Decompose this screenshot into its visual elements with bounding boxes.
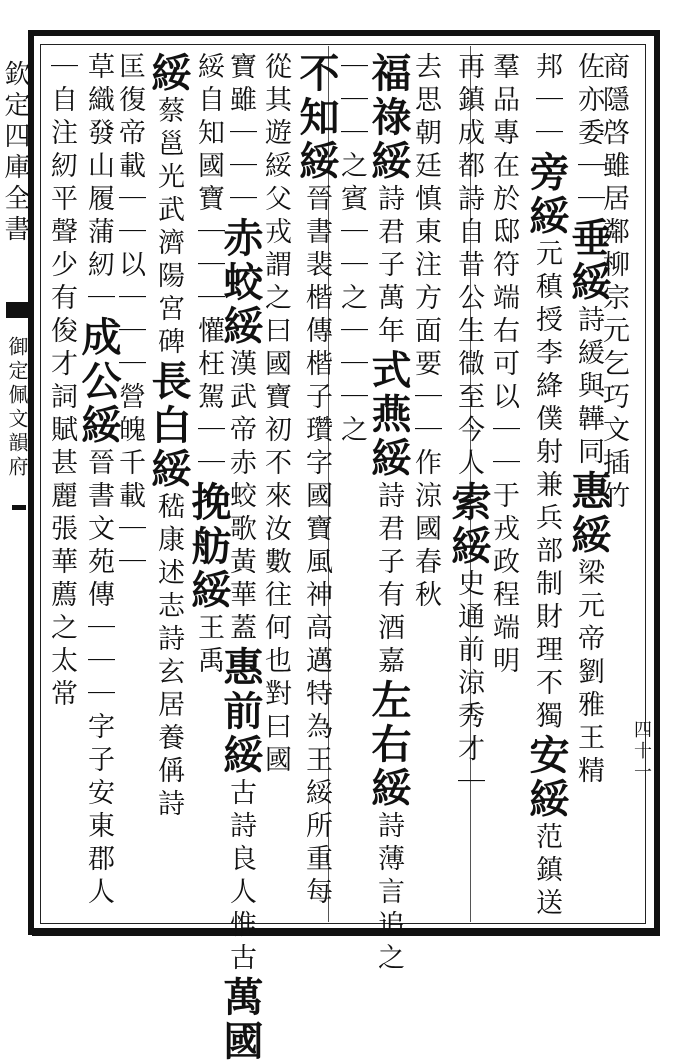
entry-text: ｜｜｜之 bbox=[336, 316, 367, 448]
entry-text: 晉書文苑傳｜｜｜字子安東郡人 bbox=[83, 448, 114, 910]
entry-text: 黃華蓋 bbox=[225, 547, 256, 646]
entry-text: 程端明 bbox=[488, 580, 519, 679]
entry-headword: 挽舫綏 bbox=[185, 481, 232, 613]
entry-text: 詩君子有酒嘉 bbox=[373, 481, 404, 679]
text-column-2 bbox=[565, 52, 612, 789]
entry-text: 漢武帝赤蛟歌 bbox=[225, 349, 256, 547]
entry-text: 元稹授李絳僕射兼兵部制財理不獨 bbox=[531, 239, 562, 734]
entry-headword: 福祿綏 bbox=[365, 52, 412, 184]
text-column-16 bbox=[48, 52, 75, 712]
text-column-5 bbox=[445, 52, 492, 800]
entry-text: 詩緩與韡同 bbox=[573, 305, 604, 470]
text-column-10 bbox=[262, 52, 289, 778]
entry-text: 史通前涼秀才｜ bbox=[453, 569, 484, 800]
book-subtitle: 御定佩文韻府 bbox=[5, 336, 29, 480]
entry-headword: 惠綏 bbox=[565, 470, 612, 558]
page-number: 四十一 bbox=[631, 720, 652, 783]
entry-text: 少有俊才詞賦甚麗張華薦之太常 bbox=[46, 250, 77, 712]
entry-text: 匡復帝載｜｜以｜｜｜ bbox=[114, 52, 145, 382]
entry-text: 賓｜｜之 bbox=[336, 184, 367, 316]
entry-text: 王禹 bbox=[193, 613, 224, 679]
entry-text: 懽枉駕｜｜ bbox=[193, 316, 224, 481]
entry-headword: 左右綏 bbox=[365, 679, 412, 811]
text-column-4 bbox=[490, 52, 517, 679]
entry-headword: 垂綏 bbox=[565, 217, 612, 305]
text-column-3 bbox=[523, 52, 570, 921]
entry-text: 詩君子萬年 bbox=[373, 184, 404, 349]
entry-text: 佐亦委｜｜ bbox=[573, 52, 604, 217]
entry-text: 去思朝廷慎東注方面要｜｜ bbox=[410, 52, 441, 448]
text-column-12 bbox=[185, 52, 232, 679]
entry-text: ｜自注紉平聲 bbox=[46, 52, 77, 250]
entry-text: 柳宗元乞巧文插竹 bbox=[598, 250, 629, 514]
text-column-8 bbox=[338, 52, 365, 448]
entry-text: 寶雖｜｜｜ bbox=[225, 52, 256, 217]
text-column-13 bbox=[145, 52, 192, 822]
entry-text: 晉書裴楷傳楷子瓚字國寶風神高邁特為王綏所重每 bbox=[301, 184, 332, 910]
text-column-6 bbox=[412, 52, 439, 613]
entry-text: 草織發山履蒲紉｜ bbox=[83, 52, 114, 316]
entry-text: 嵇康述志詩玄居養 bbox=[153, 492, 184, 756]
text-column-7 bbox=[365, 52, 412, 976]
entry-text: 范鎮送 bbox=[531, 822, 562, 921]
entry-text: 梁元帝劉雅王精 bbox=[573, 558, 604, 789]
entry-headword: 萬國 bbox=[217, 976, 264, 1064]
text-column-15 bbox=[75, 52, 122, 910]
entry-headword: 安綏 bbox=[523, 734, 570, 822]
text-column-9 bbox=[293, 52, 340, 910]
entry-text: 邦｜｜ bbox=[531, 52, 562, 151]
entry-headword: 惠前綏 bbox=[217, 646, 264, 778]
entry-headword: 不知綏 bbox=[293, 52, 340, 184]
entry-headword: 式燕綏 bbox=[365, 349, 412, 481]
entry-text: 再鎮成都詩自昔公生㣲至今人 bbox=[453, 52, 484, 481]
entry-headword: 旁綏 bbox=[523, 151, 570, 239]
entry-text: 蔡邕光武濟陽宮碑 bbox=[153, 96, 184, 360]
entry-text: ｜｜｜之 bbox=[336, 52, 367, 184]
bottom-rule bbox=[32, 928, 660, 936]
entry-text: 詩薄言追之 bbox=[373, 811, 404, 976]
entry-text: 營魄千載｜｜ bbox=[114, 382, 145, 580]
entry-text: 古詩良人惟古 bbox=[225, 778, 256, 976]
entry-text: 商隱啓雖居鄰 bbox=[598, 52, 629, 250]
margin-mark bbox=[12, 505, 26, 510]
entry-headword: 長白綏 bbox=[145, 360, 192, 492]
entry-headword: 綏 bbox=[145, 52, 192, 96]
entry-text: 羣品 bbox=[488, 52, 519, 118]
entry-headword: 索綏 bbox=[445, 481, 492, 569]
entry-text: 從其遊綏父戎謂之曰國寶初不來汝數往何也對曰國 bbox=[260, 52, 291, 778]
entry-headword: 赤蛟綏 bbox=[217, 217, 264, 349]
entry-text: 偁詩 bbox=[153, 756, 184, 822]
entry-headword: 成公綏 bbox=[75, 316, 122, 448]
book-title: 欽定四庫全書 bbox=[0, 60, 30, 246]
entry-text: 綏自知國寶｜｜｜ bbox=[193, 52, 224, 316]
entry-text: 專在於邸符端右可以｜｜于戎政 bbox=[488, 118, 519, 580]
entry-text: 作涼國春秋 bbox=[410, 448, 441, 613]
